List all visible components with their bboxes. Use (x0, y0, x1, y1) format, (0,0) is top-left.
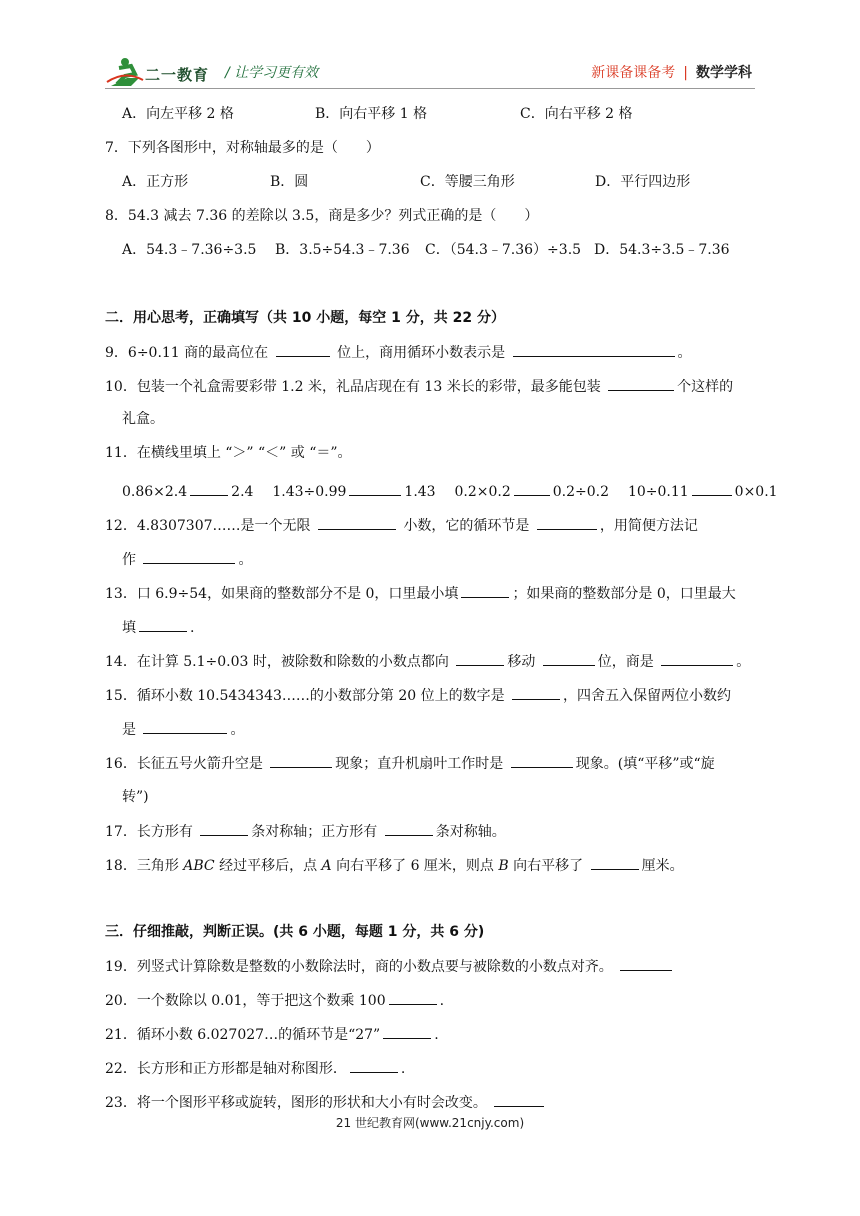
q16 (105, 753, 715, 774)
q11-item-2-right: 1.43 (404, 484, 436, 500)
q16-cont: 转”) (122, 789, 149, 805)
q18 (105, 855, 684, 876)
q22-text: 22．长方形和正方形都是轴对称图形． (105, 1061, 347, 1077)
q21-text: 21．循环小数 6.027027…的循环节是“27” (105, 1027, 381, 1043)
header-right (591, 62, 752, 82)
q18-point-a: A (321, 858, 332, 874)
q12-cont (122, 549, 252, 570)
q8-option-d: D．54.3÷3.5﹣7.36 (594, 242, 730, 258)
q14-blank-1[interactable] (456, 651, 504, 666)
q14-text-d: 。 (736, 654, 751, 670)
q10-cont: 礼盒。 (122, 411, 164, 427)
q16-blank-1[interactable] (270, 753, 332, 768)
q15-cont (122, 719, 244, 740)
q7-stem: 7．下列各图形中，对称轴最多的是（ ） (105, 140, 380, 156)
q13-text-d: . (190, 620, 195, 636)
q11-item-4-blank[interactable] (692, 481, 732, 496)
q12-blank-2[interactable] (537, 515, 597, 530)
q18-text-b: 经过平移后，点 (214, 858, 322, 874)
q17-text-c: 条对称轴。 (435, 824, 506, 840)
q20-blank[interactable] (389, 990, 437, 1005)
q14-text-c: 位，商是 (597, 654, 654, 670)
q13-cont (122, 617, 194, 638)
q20-end: . (439, 993, 445, 1009)
q15 (105, 685, 731, 706)
q11-item-3-right: 0.2÷0.2 (552, 484, 610, 500)
q8-option-b: B．3.5÷54.3﹣7.36 (275, 242, 410, 258)
q15-blank-2[interactable] (143, 719, 227, 734)
q6-option-b: B．向右平移 1 格 (315, 106, 428, 122)
q8-option-a: A．54.3﹣7.36÷3.5 (122, 242, 257, 258)
q11-item-4-right: 0×0.1 (734, 484, 778, 500)
q7-option-a: A．正方形 (122, 174, 189, 190)
q9-blank-1[interactable] (276, 342, 330, 357)
q10-blank-1[interactable] (608, 376, 674, 391)
q11-item-3-left: 0.2×0.2 (454, 484, 511, 500)
q19-text: 19．列竖式计算除数是整数的小数除法时，商的小数点要与被除数的小数点对齐。 (105, 959, 613, 975)
q13 (105, 583, 736, 604)
slogan: / 让学习更有效 (225, 65, 319, 81)
q8-option-c: C．（54.3﹣7.36）÷3.5 (425, 242, 582, 258)
q10-text-a: 10．包装一个礼盒需要彩带 1.2 米，礼品店现在有 13 米长的彩带，最多能包装 (105, 379, 601, 395)
q22 (105, 1058, 405, 1079)
q12 (105, 515, 698, 536)
q18-text-d: 向右平移了 (508, 858, 584, 874)
q9-text-c: 。 (677, 345, 692, 361)
q21-blank[interactable] (383, 1024, 431, 1039)
q14-text-a: 14．在计算 5.1÷0.03 时，被除数和除数的小数点都向 (105, 654, 449, 670)
q7-option-d: D．平行四边形 (595, 174, 691, 190)
q17 (105, 821, 506, 842)
q18-point-b: B (498, 858, 509, 874)
q23-blank[interactable] (494, 1092, 544, 1107)
q7-option-b: B．圆 (270, 174, 309, 190)
q15-text-b: ，四舍五入保留两位小数约 (563, 688, 732, 704)
q9-text-b: 位上，商用循环小数表示是 (337, 345, 506, 361)
q18-blank[interactable] (591, 855, 639, 870)
q12-text-a: 12．4.8307307……是一个无限 (105, 518, 311, 534)
q11-item-2-blank[interactable] (349, 481, 401, 496)
q15-blank-1[interactable] (512, 685, 560, 700)
logo-text: 二一教育 (145, 66, 210, 84)
q14-blank-2[interactable] (543, 651, 595, 666)
q6-option-c: C．向右平移 2 格 (520, 106, 633, 122)
header-separator: | (683, 65, 688, 81)
q13-blank-1[interactable] (461, 583, 509, 598)
q18-text-a: 18．三角形 (105, 858, 184, 874)
q22-blank[interactable] (350, 1058, 398, 1073)
q21 (105, 1024, 439, 1045)
q11-item-1-blank[interactable] (190, 481, 228, 496)
q15-text-a: 15．循环小数 10.5434343……的小数部分第 20 位上的数字是 (105, 688, 505, 704)
q17-text-a: 17．长方形有 (105, 824, 193, 840)
q14-text-b: 移动 (507, 654, 536, 670)
q11-item-1-left: 0.86×2.4 (122, 484, 188, 500)
q9-blank-2[interactable] (513, 342, 675, 357)
q17-blank-1[interactable] (200, 821, 248, 836)
q8-stem: 8．54.3 减去 7.36 的差除以 3.5，商是多少？列式正确的是（ ） (105, 208, 539, 224)
page-footer: 21 世纪教育网(www.21cnjy.com) (335, 1116, 525, 1130)
q10-text-b: 个这样的 (677, 379, 734, 395)
q10 (105, 376, 733, 397)
q16-blank-2[interactable] (511, 753, 573, 768)
q19-blank[interactable] (620, 956, 672, 971)
q15-text-c: 是 (122, 722, 136, 738)
header-course-label: 新课备课备考 (591, 65, 676, 81)
q14 (105, 651, 750, 672)
q9 (105, 342, 692, 363)
q12-blank-1[interactable] (318, 515, 396, 530)
q9-text-a: 9．6÷0.11 商的最高位在 (105, 345, 269, 361)
q13-blank-2[interactable] (139, 617, 187, 632)
q12-text-b: 小数，它的循环节是 (403, 518, 530, 534)
q20-text: 20．一个数除以 0.01，等于把这个数乘 100 (105, 993, 386, 1009)
q12-text-d: 作 (122, 552, 136, 568)
q11-stem: 11．在横线里填上 “＞” “＜” 或 “＝”。 (105, 445, 352, 461)
section-3-title: 三．仔细推敲，判断正误。(共 6 小题，每题 1 分，共 6 分) (105, 924, 485, 940)
q21-end: . (434, 1027, 439, 1043)
q12-text-e: 。 (238, 552, 253, 568)
q17-blank-2[interactable] (385, 821, 433, 836)
q18-text-c: 向右平移了 6 厘米，则点 (331, 858, 499, 874)
q18-abc: ABC (183, 858, 215, 874)
q23-text: 23．将一个图形平移或旋转，图形的形状和大小有时会改变。 (105, 1095, 487, 1111)
q19 (105, 956, 675, 977)
q15-text-d: 。 (230, 722, 245, 738)
q12-blank-3[interactable] (143, 549, 235, 564)
q13-text-c: 填 (122, 620, 136, 636)
q11-item-2-left: 1.43÷0.99 (272, 484, 347, 500)
q14-blank-3[interactable] (661, 651, 733, 666)
q11-item-1-right: 2.4 (231, 484, 254, 500)
q11-items (122, 481, 778, 502)
q16-text-a: 16．长征五号火箭升空是 (105, 756, 263, 772)
q11-item-4-left: 10÷0.11 (627, 484, 689, 500)
q17-text-b: 条对称轴；正方形有 (251, 824, 378, 840)
q13-text-b: ；如果商的整数部分是 0，口里最大 (512, 586, 736, 602)
header-subject-label: 数学学科 (696, 65, 752, 81)
header-divider (105, 88, 755, 89)
section-2-title: 二．用心思考，正确填写（共 10 小题，每空 1 分，共 22 分） (105, 310, 505, 326)
q16-text-c: 现象。(填“平移”或“旋 (575, 756, 715, 772)
q12-text-c: ，用简便方法记 (599, 518, 698, 534)
page-header (0, 0, 860, 92)
q13-text-a: 13．口 6.9÷54，如果商的整数部分不是 0，口里最小填 (105, 586, 459, 602)
q7-option-c: C．等腰三角形 (420, 174, 515, 190)
q6-option-a: A．向左平移 2 格 (122, 106, 234, 122)
q18-text-e: 厘米。 (641, 858, 684, 874)
q20 (105, 990, 444, 1011)
q16-text-b: 现象；直升机扇叶工作时是 (335, 756, 504, 772)
q23 (105, 1092, 547, 1113)
q11-item-3-blank[interactable] (514, 481, 550, 496)
q22-end: . (400, 1061, 406, 1077)
